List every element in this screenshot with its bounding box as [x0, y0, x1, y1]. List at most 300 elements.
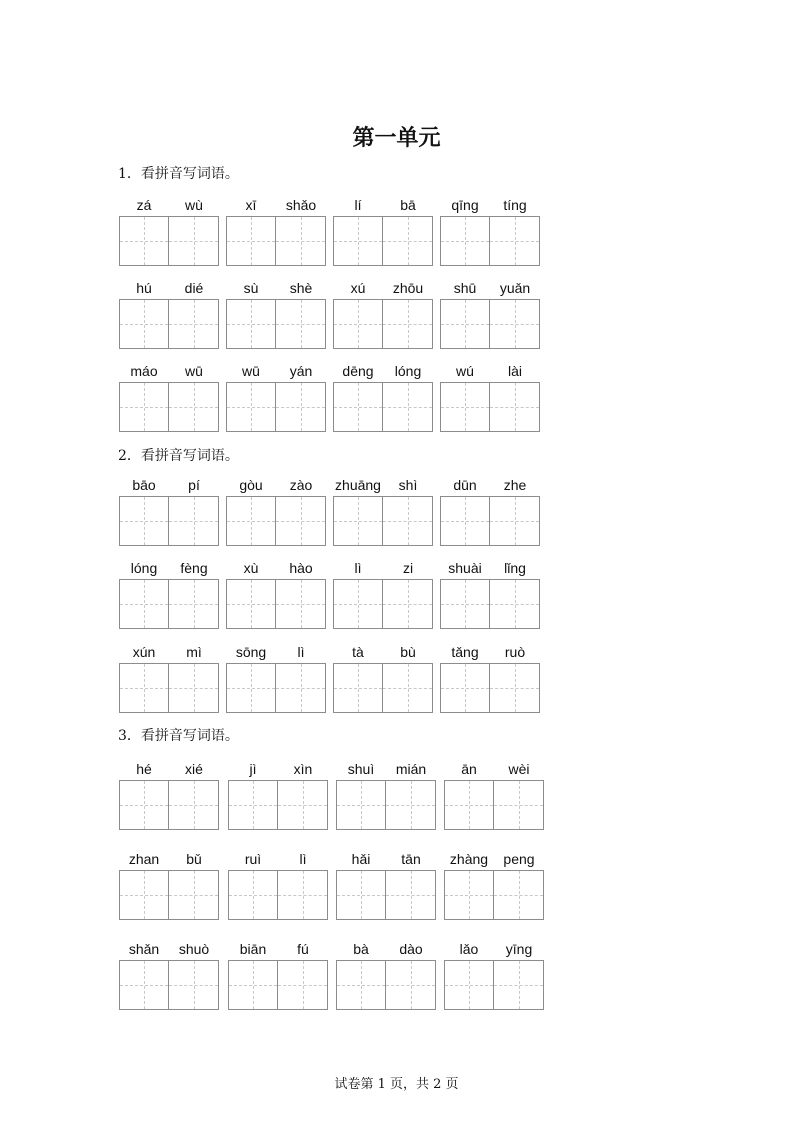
pinyin-label: gòu [239, 477, 263, 493]
tianzige-box[interactable] [276, 216, 326, 266]
guide-line-horizontal [383, 688, 432, 689]
writing-boxes [333, 382, 433, 432]
word-group [336, 850, 436, 920]
pinyin-label: lóng [394, 363, 422, 379]
tianzige-box[interactable] [119, 579, 169, 629]
word-row [119, 476, 549, 546]
tianzige-box[interactable] [490, 663, 540, 713]
tianzige-box[interactable] [276, 496, 326, 546]
writing-boxes [333, 216, 433, 266]
writing-boxes [336, 870, 436, 920]
writing-boxes [333, 579, 433, 629]
pinyin-label: ruì [244, 851, 262, 867]
tianzige-box[interactable] [440, 579, 490, 629]
pinyin-label: fèng [180, 560, 208, 576]
tianzige-box[interactable] [276, 579, 326, 629]
pinyin-label: bā [400, 197, 416, 213]
writing-boxes [333, 299, 433, 349]
tianzige-box[interactable] [490, 299, 540, 349]
tianzige-box[interactable] [444, 780, 494, 830]
tianzige-box[interactable] [490, 496, 540, 546]
word-group [333, 196, 433, 266]
pinyin-label: xìn [293, 761, 313, 777]
writing-boxes [440, 663, 540, 713]
word-group [119, 476, 219, 546]
tianzige-box[interactable] [333, 663, 383, 713]
writing-boxes [119, 960, 219, 1010]
pinyin-pair [226, 643, 326, 661]
word-group [333, 643, 433, 713]
guide-line-horizontal [383, 407, 432, 408]
guide-line-horizontal [278, 985, 327, 986]
guide-line-horizontal [337, 895, 385, 896]
guide-line-horizontal [337, 985, 385, 986]
pinyin-label: zào [289, 477, 313, 493]
tianzige-box[interactable] [333, 496, 383, 546]
tianzige-box[interactable] [228, 960, 278, 1010]
word-group [440, 643, 540, 713]
word-row [119, 643, 549, 713]
guide-line-horizontal [227, 521, 275, 522]
guide-line-horizontal [445, 895, 493, 896]
pinyin-pair [444, 760, 544, 778]
pinyin-label: shuò [178, 941, 210, 957]
word-group [440, 559, 540, 629]
tianzige-box[interactable] [119, 960, 169, 1010]
word-group [440, 196, 540, 266]
tianzige-box[interactable] [383, 663, 433, 713]
pinyin-pair [333, 476, 433, 494]
word-group [119, 850, 219, 920]
tianzige-box[interactable] [490, 579, 540, 629]
guide-line-horizontal [169, 688, 218, 689]
guide-line-horizontal [278, 805, 327, 806]
pinyin-label: shǎo [285, 197, 317, 213]
writing-boxes [228, 960, 328, 1010]
pinyin-pair [226, 279, 326, 297]
pinyin-pair [440, 643, 540, 661]
pinyin-pair [119, 279, 219, 297]
pinyin-label: biān [239, 941, 267, 957]
guide-line-horizontal [490, 407, 539, 408]
pinyin-label: ān [461, 761, 477, 777]
pinyin-label: lǐng [504, 560, 526, 576]
pinyin-label: tǎng [451, 644, 479, 660]
guide-line-horizontal [169, 521, 218, 522]
word-group [333, 559, 433, 629]
word-group [119, 279, 219, 349]
tianzige-box[interactable] [276, 382, 326, 432]
pinyin-label: wū [185, 363, 203, 379]
pinyin-label: zhan [128, 851, 160, 867]
word-group [333, 279, 433, 349]
pinyin-label: xù [243, 560, 259, 576]
guide-line-horizontal [441, 324, 489, 325]
pinyin-pair [119, 559, 219, 577]
pinyin-label: shuài [448, 560, 482, 576]
word-group [444, 760, 544, 830]
pinyin-pair [226, 476, 326, 494]
guide-line-horizontal [490, 241, 539, 242]
guide-line-horizontal [383, 521, 432, 522]
pinyin-label: lì [354, 560, 362, 576]
tianzige-box[interactable] [383, 299, 433, 349]
tianzige-box[interactable] [169, 299, 219, 349]
tianzige-box[interactable] [119, 780, 169, 830]
tianzige-box[interactable] [119, 496, 169, 546]
guide-line-horizontal [169, 324, 218, 325]
word-group [440, 476, 540, 546]
guide-line-horizontal [386, 895, 435, 896]
pinyin-label: shuì [347, 761, 375, 777]
tianzige-box[interactable] [386, 960, 436, 1010]
tianzige-box[interactable] [119, 663, 169, 713]
guide-line-horizontal [227, 688, 275, 689]
pinyin-label: lì [297, 644, 305, 660]
tianzige-box[interactable] [444, 960, 494, 1010]
tianzige-box[interactable] [226, 496, 276, 546]
tianzige-box[interactable] [440, 382, 490, 432]
pinyin-label: yuǎn [499, 280, 531, 296]
pinyin-label: hé [136, 761, 152, 777]
writing-boxes [226, 382, 326, 432]
tianzige-box[interactable] [169, 496, 219, 546]
tianzige-box[interactable] [278, 960, 328, 1010]
guide-line-horizontal [227, 241, 275, 242]
guide-line-horizontal [276, 604, 325, 605]
guide-line-horizontal [386, 805, 435, 806]
page-title: 第一单元 [352, 126, 441, 151]
pinyin-pair [444, 850, 544, 868]
guide-line-horizontal [494, 805, 543, 806]
guide-line-horizontal [441, 241, 489, 242]
guide-line-horizontal [227, 604, 275, 605]
pinyin-label: bǔ [186, 851, 202, 867]
guide-line-horizontal [383, 604, 432, 605]
pinyin-label: bāo [132, 477, 156, 493]
guide-line-horizontal [490, 521, 539, 522]
guide-line-horizontal [229, 985, 277, 986]
tianzige-box[interactable] [440, 663, 490, 713]
word-group [226, 362, 326, 432]
guide-line-horizontal [334, 407, 382, 408]
guide-line-horizontal [276, 521, 325, 522]
tianzige-box[interactable] [169, 579, 219, 629]
tianzige-box[interactable] [386, 780, 436, 830]
word-group [444, 850, 544, 920]
guide-line-horizontal [120, 895, 168, 896]
pinyin-label: tíng [503, 197, 527, 213]
tianzige-box[interactable] [276, 299, 326, 349]
pinyin-label: bù [400, 644, 416, 660]
tianzige-box[interactable] [228, 870, 278, 920]
pinyin-pair [228, 850, 328, 868]
guide-line-horizontal [276, 241, 325, 242]
tianzige-box[interactable] [169, 663, 219, 713]
guide-line-horizontal [490, 324, 539, 325]
tianzige-box[interactable] [336, 780, 386, 830]
tianzige-box[interactable] [383, 216, 433, 266]
pinyin-label: zi [402, 560, 414, 576]
pinyin-pair [119, 196, 219, 214]
tianzige-box[interactable] [383, 579, 433, 629]
pinyin-label: wú [456, 363, 474, 379]
word-group [226, 476, 326, 546]
pinyin-label: zhuāng [335, 477, 381, 493]
tianzige-box[interactable] [494, 960, 544, 1010]
pinyin-pair [336, 760, 436, 778]
guide-line-horizontal [120, 407, 168, 408]
tianzige-box[interactable] [383, 496, 433, 546]
tianzige-box[interactable] [333, 382, 383, 432]
pinyin-label: tān [401, 851, 421, 867]
writing-boxes [119, 780, 219, 830]
writing-boxes [119, 870, 219, 920]
writing-boxes [444, 870, 544, 920]
pinyin-label: dēng [342, 363, 374, 379]
guide-line-horizontal [120, 604, 168, 605]
pinyin-label: zá [136, 197, 152, 213]
guide-line-horizontal [334, 241, 382, 242]
pinyin-pair [440, 362, 540, 380]
writing-boxes [336, 960, 436, 1010]
guide-line-horizontal [120, 985, 168, 986]
writing-boxes [336, 780, 436, 830]
tianzige-box[interactable] [226, 663, 276, 713]
tianzige-box[interactable] [119, 299, 169, 349]
tianzige-box[interactable] [494, 870, 544, 920]
tianzige-box[interactable] [444, 870, 494, 920]
guide-line-horizontal [227, 407, 275, 408]
tianzige-box[interactable] [383, 382, 433, 432]
pinyin-label: shū [453, 280, 477, 296]
tianzige-box[interactable] [276, 663, 326, 713]
pinyin-label: xún [132, 644, 156, 660]
tianzige-box[interactable] [169, 870, 219, 920]
guide-line-horizontal [169, 805, 218, 806]
pinyin-label: bà [353, 941, 369, 957]
writing-boxes [119, 299, 219, 349]
word-row [119, 940, 549, 1010]
pinyin-label: jì [249, 761, 257, 777]
word-group [119, 760, 219, 830]
tianzige-box[interactable] [490, 216, 540, 266]
guide-line-horizontal [334, 521, 382, 522]
pinyin-label: zhōu [392, 280, 424, 296]
guide-line-horizontal [494, 895, 543, 896]
writing-boxes [226, 299, 326, 349]
guide-line-horizontal [386, 985, 435, 986]
pinyin-label: zhe [503, 477, 527, 493]
tianzige-box[interactable] [226, 579, 276, 629]
pinyin-label: ruò [504, 644, 526, 660]
pinyin-label: xī [245, 197, 257, 213]
pinyin-label: sù [243, 280, 259, 296]
guide-line-horizontal [337, 805, 385, 806]
pinyin-pair [119, 643, 219, 661]
tianzige-box[interactable] [119, 216, 169, 266]
tianzige-box[interactable] [228, 780, 278, 830]
pinyin-label: lǎo [459, 941, 479, 957]
pinyin-pair [440, 559, 540, 577]
word-group [336, 760, 436, 830]
guide-line-horizontal [334, 604, 382, 605]
pinyin-label: lì [299, 851, 307, 867]
word-group [440, 362, 540, 432]
writing-boxes [119, 579, 219, 629]
pinyin-pair [336, 850, 436, 868]
guide-line-horizontal [383, 324, 432, 325]
writing-boxes [226, 496, 326, 546]
tianzige-box[interactable] [169, 216, 219, 266]
writing-boxes [440, 382, 540, 432]
tianzige-box[interactable] [119, 870, 169, 920]
guide-line-horizontal [227, 324, 275, 325]
pinyin-pair [119, 362, 219, 380]
tianzige-box[interactable] [226, 382, 276, 432]
tianzige-box[interactable] [119, 382, 169, 432]
pinyin-pair [440, 476, 540, 494]
pinyin-label: hǎi [351, 851, 371, 867]
guide-line-horizontal [445, 805, 493, 806]
word-row [119, 760, 549, 830]
section-heading: 1．看拼音写词语。 [118, 166, 239, 182]
guide-line-horizontal [445, 985, 493, 986]
pinyin-pair [119, 850, 219, 868]
pinyin-label: hào [289, 560, 313, 576]
pinyin-label: fú [297, 941, 309, 957]
writing-boxes [226, 579, 326, 629]
guide-line-horizontal [120, 324, 168, 325]
pinyin-pair [119, 940, 219, 958]
section-heading: 3．看拼音写词语。 [118, 728, 239, 744]
writing-boxes [226, 663, 326, 713]
pinyin-label: dié [184, 280, 204, 296]
pinyin-label: hú [136, 280, 152, 296]
pinyin-pair [226, 196, 326, 214]
guide-line-horizontal [334, 324, 382, 325]
tianzige-box[interactable] [333, 579, 383, 629]
word-group [440, 279, 540, 349]
page-footer: 试卷第 1 页，共 2 页 [334, 1077, 459, 1092]
pinyin-pair [228, 940, 328, 958]
pinyin-label: máo [130, 363, 158, 379]
tianzige-box[interactable] [226, 216, 276, 266]
guide-line-horizontal [441, 688, 489, 689]
guide-line-horizontal [120, 805, 168, 806]
pinyin-label: lài [507, 363, 522, 379]
writing-boxes [119, 496, 219, 546]
section-heading: 2．看拼音写词语。 [118, 448, 239, 464]
word-row [119, 196, 549, 266]
pinyin-label: peng [503, 851, 535, 867]
pinyin-label: lí [354, 197, 362, 213]
pinyin-label: wū [242, 363, 260, 379]
tianzige-box[interactable] [336, 870, 386, 920]
pinyin-label: dūn [453, 477, 477, 493]
word-group [119, 940, 219, 1010]
guide-line-horizontal [169, 241, 218, 242]
guide-line-horizontal [169, 407, 218, 408]
writing-boxes [119, 382, 219, 432]
guide-line-horizontal [276, 688, 325, 689]
pinyin-label: tà [352, 644, 364, 660]
writing-boxes [228, 870, 328, 920]
pinyin-pair [336, 940, 436, 958]
guide-line-horizontal [441, 604, 489, 605]
pinyin-label: xié [185, 761, 203, 777]
tianzige-box[interactable] [169, 382, 219, 432]
word-group [119, 643, 219, 713]
tianzige-box[interactable] [169, 780, 219, 830]
word-group [336, 940, 436, 1010]
tianzige-box[interactable] [440, 216, 490, 266]
tianzige-box[interactable] [440, 299, 490, 349]
guide-line-horizontal [229, 895, 277, 896]
tianzige-box[interactable] [333, 299, 383, 349]
guide-line-horizontal [169, 985, 218, 986]
word-group [333, 476, 433, 546]
word-group [226, 279, 326, 349]
word-group [119, 362, 219, 432]
writing-boxes [119, 216, 219, 266]
writing-boxes [333, 663, 433, 713]
guide-line-horizontal [120, 241, 168, 242]
tianzige-box[interactable] [226, 299, 276, 349]
tianzige-box[interactable] [333, 216, 383, 266]
guide-line-horizontal [441, 521, 489, 522]
writing-boxes [440, 299, 540, 349]
tianzige-box[interactable] [494, 780, 544, 830]
tianzige-box[interactable] [278, 870, 328, 920]
writing-boxes [444, 960, 544, 1010]
word-group [228, 760, 328, 830]
pinyin-pair [333, 362, 433, 380]
writing-boxes [440, 579, 540, 629]
word-group [228, 940, 328, 1010]
writing-boxes [226, 216, 326, 266]
writing-boxes [333, 496, 433, 546]
pinyin-pair [440, 279, 540, 297]
word-group [226, 559, 326, 629]
guide-line-horizontal [490, 604, 539, 605]
pinyin-label: lóng [130, 560, 158, 576]
pinyin-label: zhàng [449, 851, 489, 867]
writing-boxes [228, 780, 328, 830]
writing-boxes [444, 780, 544, 830]
pinyin-label: xú [350, 280, 366, 296]
word-group [226, 643, 326, 713]
word-group [228, 850, 328, 920]
guide-line-horizontal [229, 805, 277, 806]
tianzige-box[interactable] [490, 382, 540, 432]
guide-line-horizontal [494, 985, 543, 986]
pinyin-pair [226, 362, 326, 380]
guide-line-horizontal [120, 688, 168, 689]
guide-line-horizontal [334, 688, 382, 689]
tianzige-box[interactable] [386, 870, 436, 920]
pinyin-pair [226, 559, 326, 577]
tianzige-box[interactable] [336, 960, 386, 1010]
word-group [119, 196, 219, 266]
pinyin-pair [333, 196, 433, 214]
word-row [119, 559, 549, 629]
tianzige-box[interactable] [278, 780, 328, 830]
tianzige-box[interactable] [440, 496, 490, 546]
word-group [226, 196, 326, 266]
word-group [333, 362, 433, 432]
tianzige-box[interactable] [169, 960, 219, 1010]
